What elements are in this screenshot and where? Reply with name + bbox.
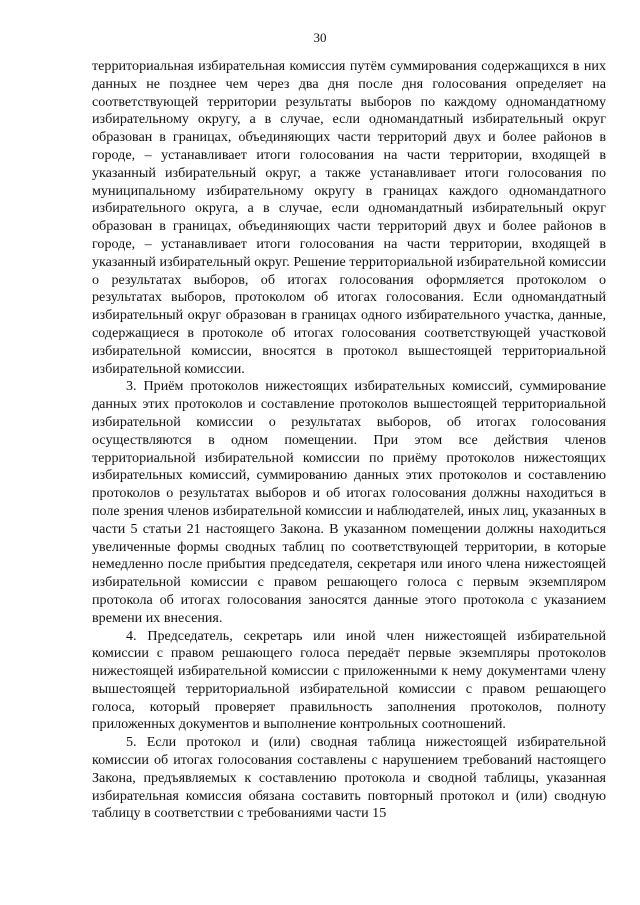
paragraph-part-5: 5. Если протокол и (или) сводная таблица нижестоящей избирательной комиссии об итогах голосования составлены с нарушением требований настоящего Закона, предъявляемых к составлению протокола и сводной таблицы, указанная избирательная комиссия обязана составить повторный протокол и (или) сводную таблицу в соответствии с требованиями части 15 [92,734,606,822]
paragraph-continuation: территориальная избирательная комиссия путём суммирования содержащихся в них данных не позднее чем через два дня после дня голосования определяет на соответствующей территории результаты выборов по каждому одномандатному избирательному округу, а в случае, если одномандатный избирательный округ образован в границах, объединяющих части территорий двух и более районов в городе, – устанавливает итоги голосования на части территории, входящей в указанный избирательный округ, а также устанавливает итоги голосования по муниципальному избирательному округу в границах каждого одномандатного избирательного округа, а в случае, если одномандатный избирательный округ образован в границах, объединяющих части территорий двух и более районов в городе, – устанавливает итоги голосования на части территории, входящей в указанный избирательный округ. Решение территориальной избирательной комиссии о результатах выборов, об итогах голосования оформляется протоколом о результатах выборов, протоколом об итогах голосования. Если одномандатный избирательный округ образован в границах одного избирательного участка, данные, содержащиеся в протоколе об итогах голосования соответствующей участковой избирательной комиссии, вносятся в протокол вышестоящей территориальной избирательной комиссии. [92,58,606,377]
paragraph-part-3: 3. Приём протоколов нижестоящих избирательных комиссий, суммирование данных этих протоколов и составление протоколов вышестоящей территориальной избирательной комиссии о результатах выборов, об итогах голосования осуществляются в одном помещении. При этом все действия членов территориальной избирательной комиссии по приёму протоколов нижестоящих избирательных комиссий, суммированию данных этих протоколов и составлению протоколов о результатах выборов и об итогах голосования должны находиться в поле зрения членов избирательной комиссии и наблюдателей, иных лиц, указанных в части 5 статьи 21 настоящего Закона. В указанном помещении должны находиться увеличенные формы сводных таблиц по соответствующей территории, в которые немедленно после прибытия председателя, секретаря или иного члена нижестоящей избирательной комиссии с правом решающего голоса с первым экземпляром протокола об итогах голосования заносятся данные этого протокола с указанием времени их внесения. [92,378,606,626]
page-number: 30 [313,30,327,45]
paragraph-part-4: 4. Председатель, секретарь или иной член нижестоящей избирательной комиссии с правом решающего голоса передаёт первые экземпляры протоколов нижестоящей избирательной комиссии с приложенными к нему документами члену вышестоящей территориальной избирательной комиссии с правом решающего голоса, который проверяет правильность заполнения протоколов, полноту приложенных документов и выполнение контрольных соотношений. [92,627,606,733]
document-body [92,58,606,823]
